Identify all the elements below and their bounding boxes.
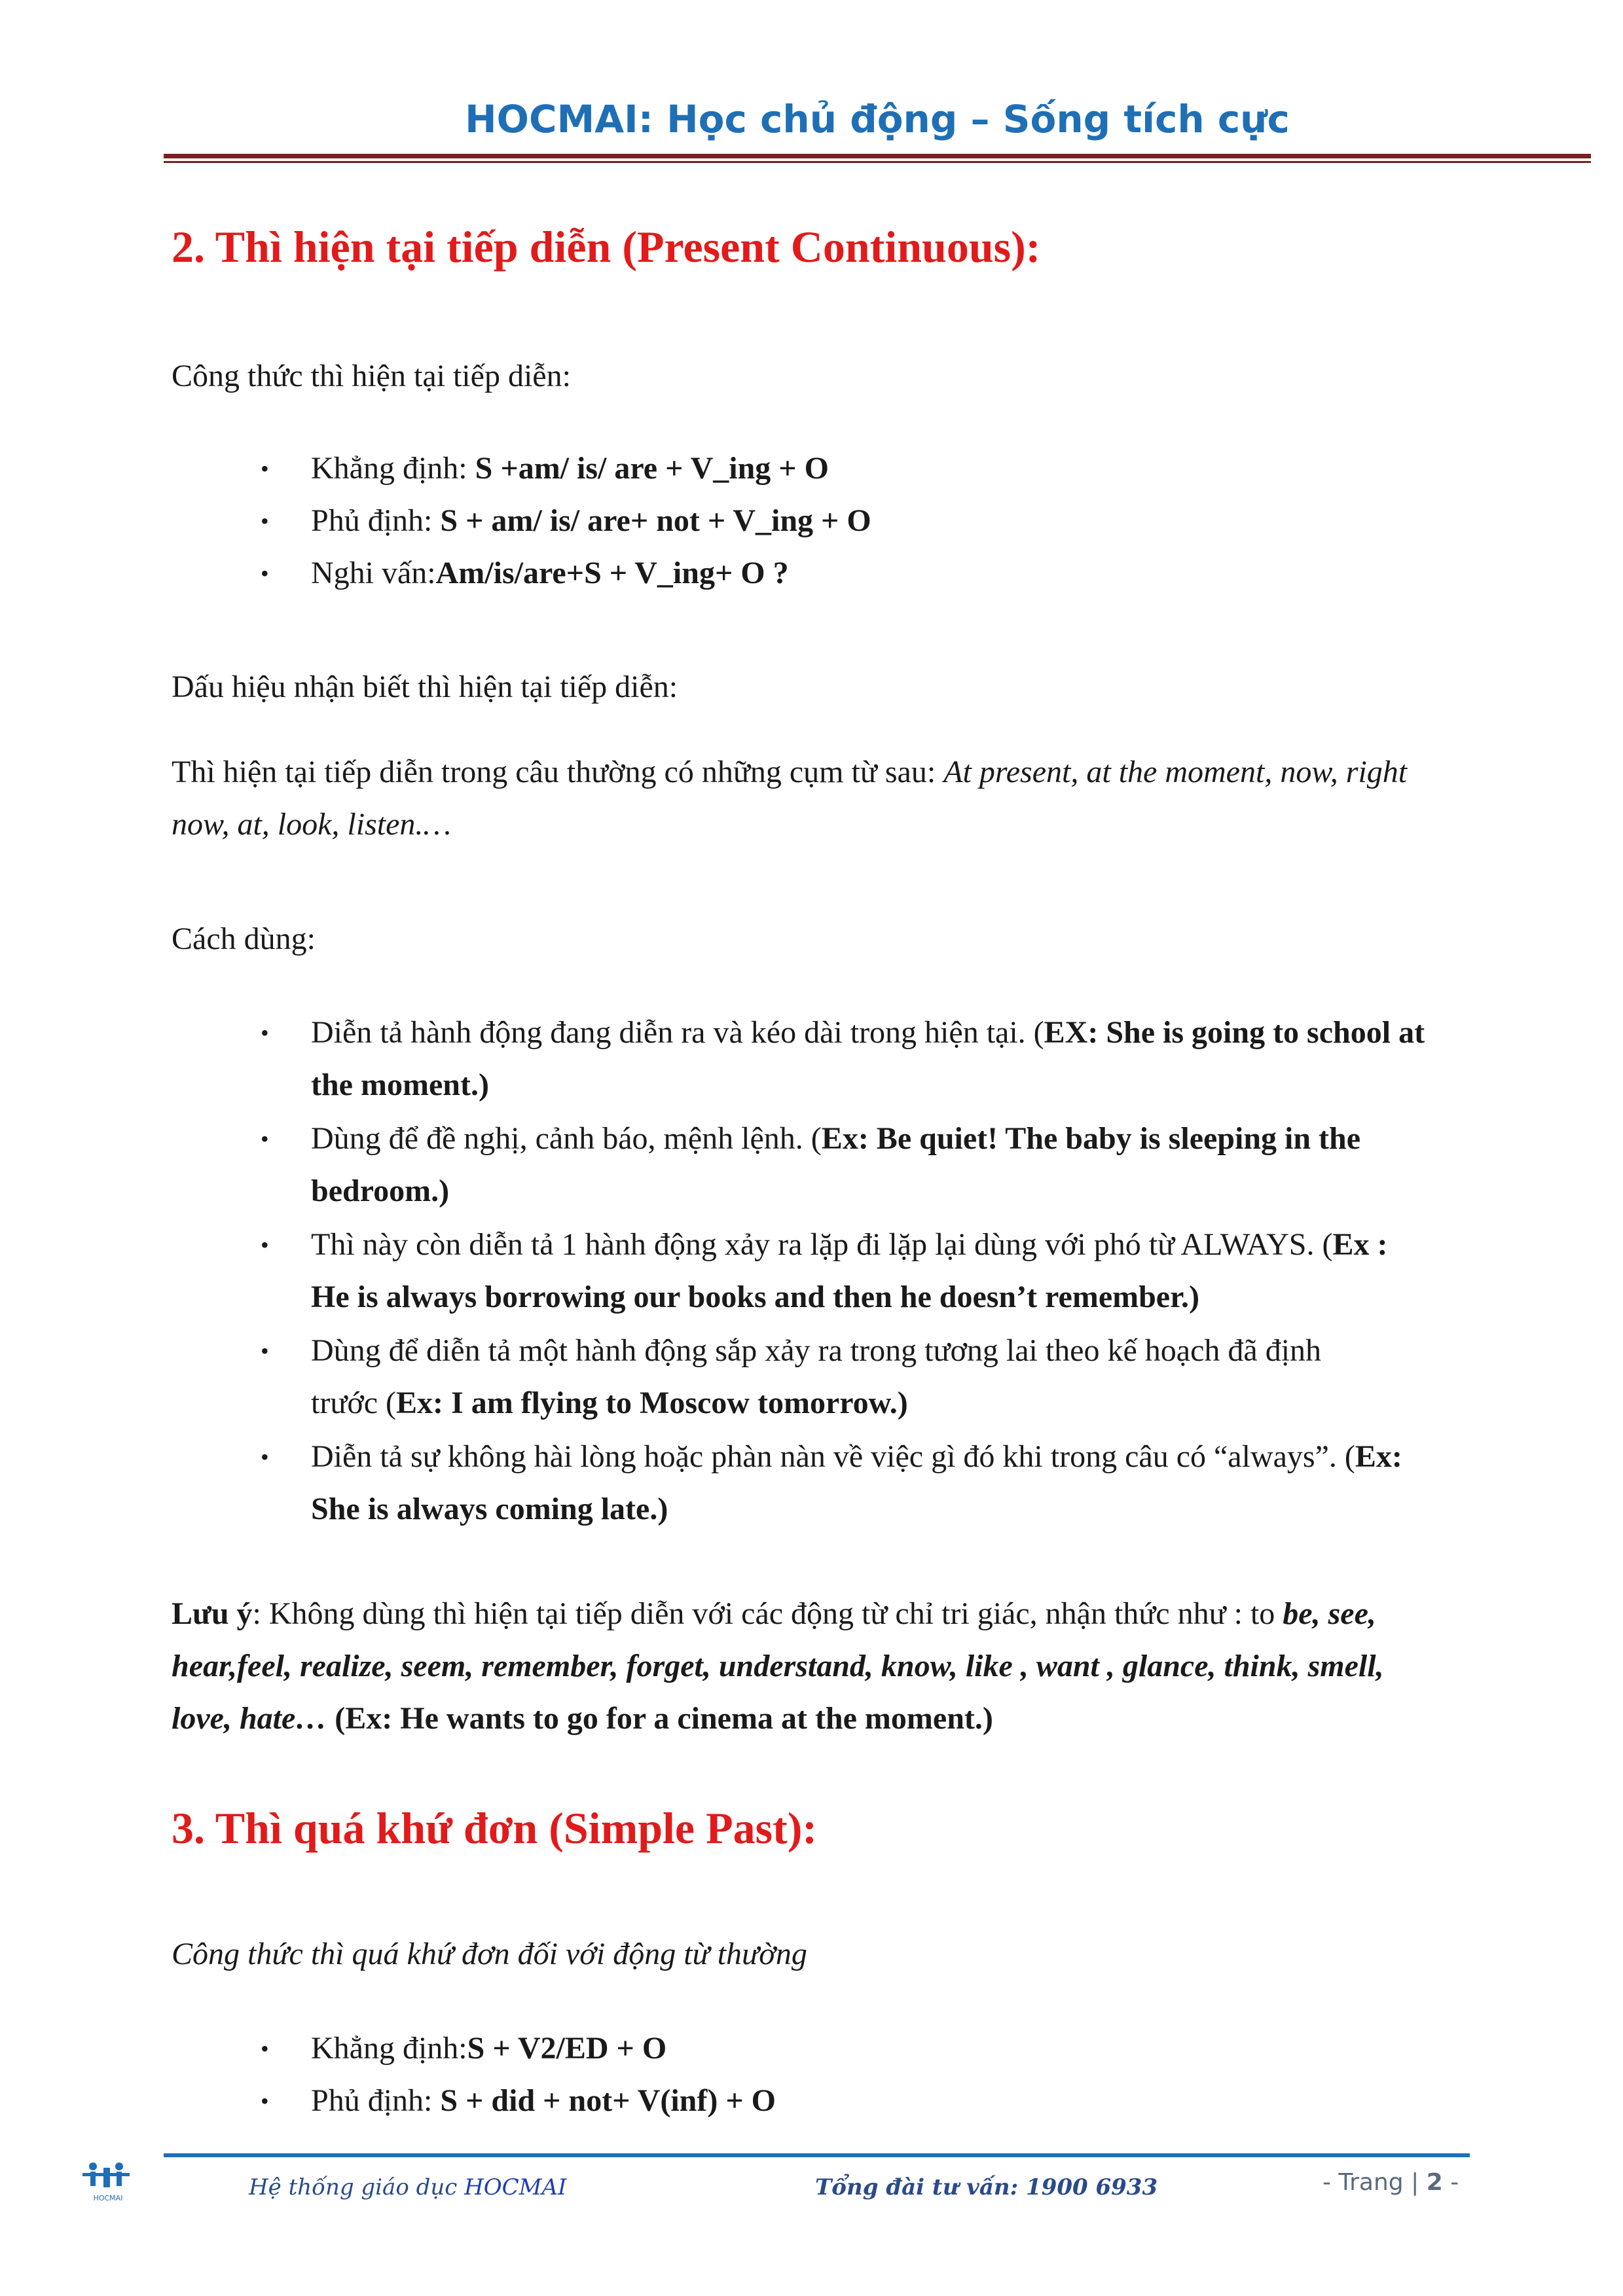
bullet-icon: •	[261, 1126, 269, 1152]
logo-text: HOCMAI	[93, 2194, 123, 2202]
bullet-icon: •	[261, 1232, 269, 1258]
usage-item: Thì này còn diễn tả 1 hành động xảy ra lặp đi lặp lại dùng với phó từ ALWAYS. (Ex : He is always borrowing our books and then he doesn’t remember.)	[311, 1227, 1388, 1314]
signs-paragraph: Thì hiện tại tiếp diễn trong câu thường có những cụm từ sau: At present, at the moment, now, right now, at, look, listen.…	[172, 755, 1408, 842]
bullet-icon: •	[261, 1020, 269, 1046]
bullet-icon: •	[261, 560, 269, 586]
footer-org: Hệ thống giáo dục HOCMAI	[249, 2174, 567, 2200]
usage-title: Cách dùng:	[172, 922, 316, 956]
bullet-icon: •	[261, 1444, 269, 1470]
usage-item: Dùng để đề nghị, cảnh báo, mệnh lệnh. (Ex: Be quiet! The baby is sleeping in the bedroom.)	[311, 1121, 1361, 1208]
formula-past-affirmative: Khẳng định:S + V2/ED + O	[311, 2031, 667, 2066]
header-rule-thin	[164, 161, 1591, 163]
header-rule	[164, 154, 1591, 158]
formula-negative: Phủ định: S + am/ is/ are+ not + V_ing + O	[311, 503, 871, 538]
formula-affirmative: Khẳng định: S +am/ is/ are + V_ing + O	[311, 451, 829, 486]
bullet-icon: •	[261, 2036, 269, 2062]
usage-item: Diễn tả hành động đang diễn ra và kéo dài trong hiện tại. (EX: She is going to school at the moment.)	[311, 1015, 1425, 1102]
formula-title: Công thức thì hiện tại tiếp diễn:	[172, 359, 571, 393]
bullet-icon: •	[261, 2088, 269, 2114]
page-number: - Trang | 2 -	[1322, 2169, 1459, 2196]
bullet-icon: •	[261, 456, 269, 482]
bullet-icon: •	[261, 1338, 269, 1364]
bullet-icon: •	[261, 508, 269, 534]
footer-rule	[164, 2153, 1470, 2157]
formula-title-past: Công thức thì quá khứ đơn đối với động từ thường	[172, 1937, 807, 1971]
usage-item: Diễn tả sự không hài lòng hoặc phàn nàn về việc gì đó khi trong câu có “always”. (Ex: She is always coming late.)	[311, 1439, 1402, 1526]
formula-past-negative: Phủ định: S + did + not+ V(inf) + O	[311, 2083, 776, 2118]
signs-title: Dấu hiệu nhận biết thì hiện tại tiếp diễn:	[172, 670, 678, 704]
section-2-heading: 2. Thì hiện tại tiếp diễn (Present Continuous):	[172, 222, 1041, 272]
section-3-heading: 3. Thì quá khứ đơn (Simple Past):	[172, 1803, 818, 1853]
footer-hotline: Tổng đài tư vấn: 1900 6933	[815, 2174, 1158, 2200]
page-header-title: HOCMAI: Học chủ động – Sống tích cực	[465, 97, 1290, 141]
usage-item: Dùng để diễn tả một hành động sắp xảy ra trong tương lai theo kế hoạch đã định trước (Ex: I am flying to Moscow tomorrow.)	[311, 1333, 1322, 1420]
note-paragraph: Lưu ý: Không dùng thì hiện tại tiếp diễn với các động từ chỉ tri giác, nhận thức như : to be, see, hear,feel, realize, seem, remember, forget, understand, know, like , want , glance, think, smell, love, hate… (Ex: He wants to go for a cinema at the moment.)	[172, 1596, 1384, 1736]
formula-question: Nghi vấn:Am/is/are+S + V_ing+ O ?	[311, 556, 789, 590]
hocmai-logo	[79, 2159, 137, 2204]
